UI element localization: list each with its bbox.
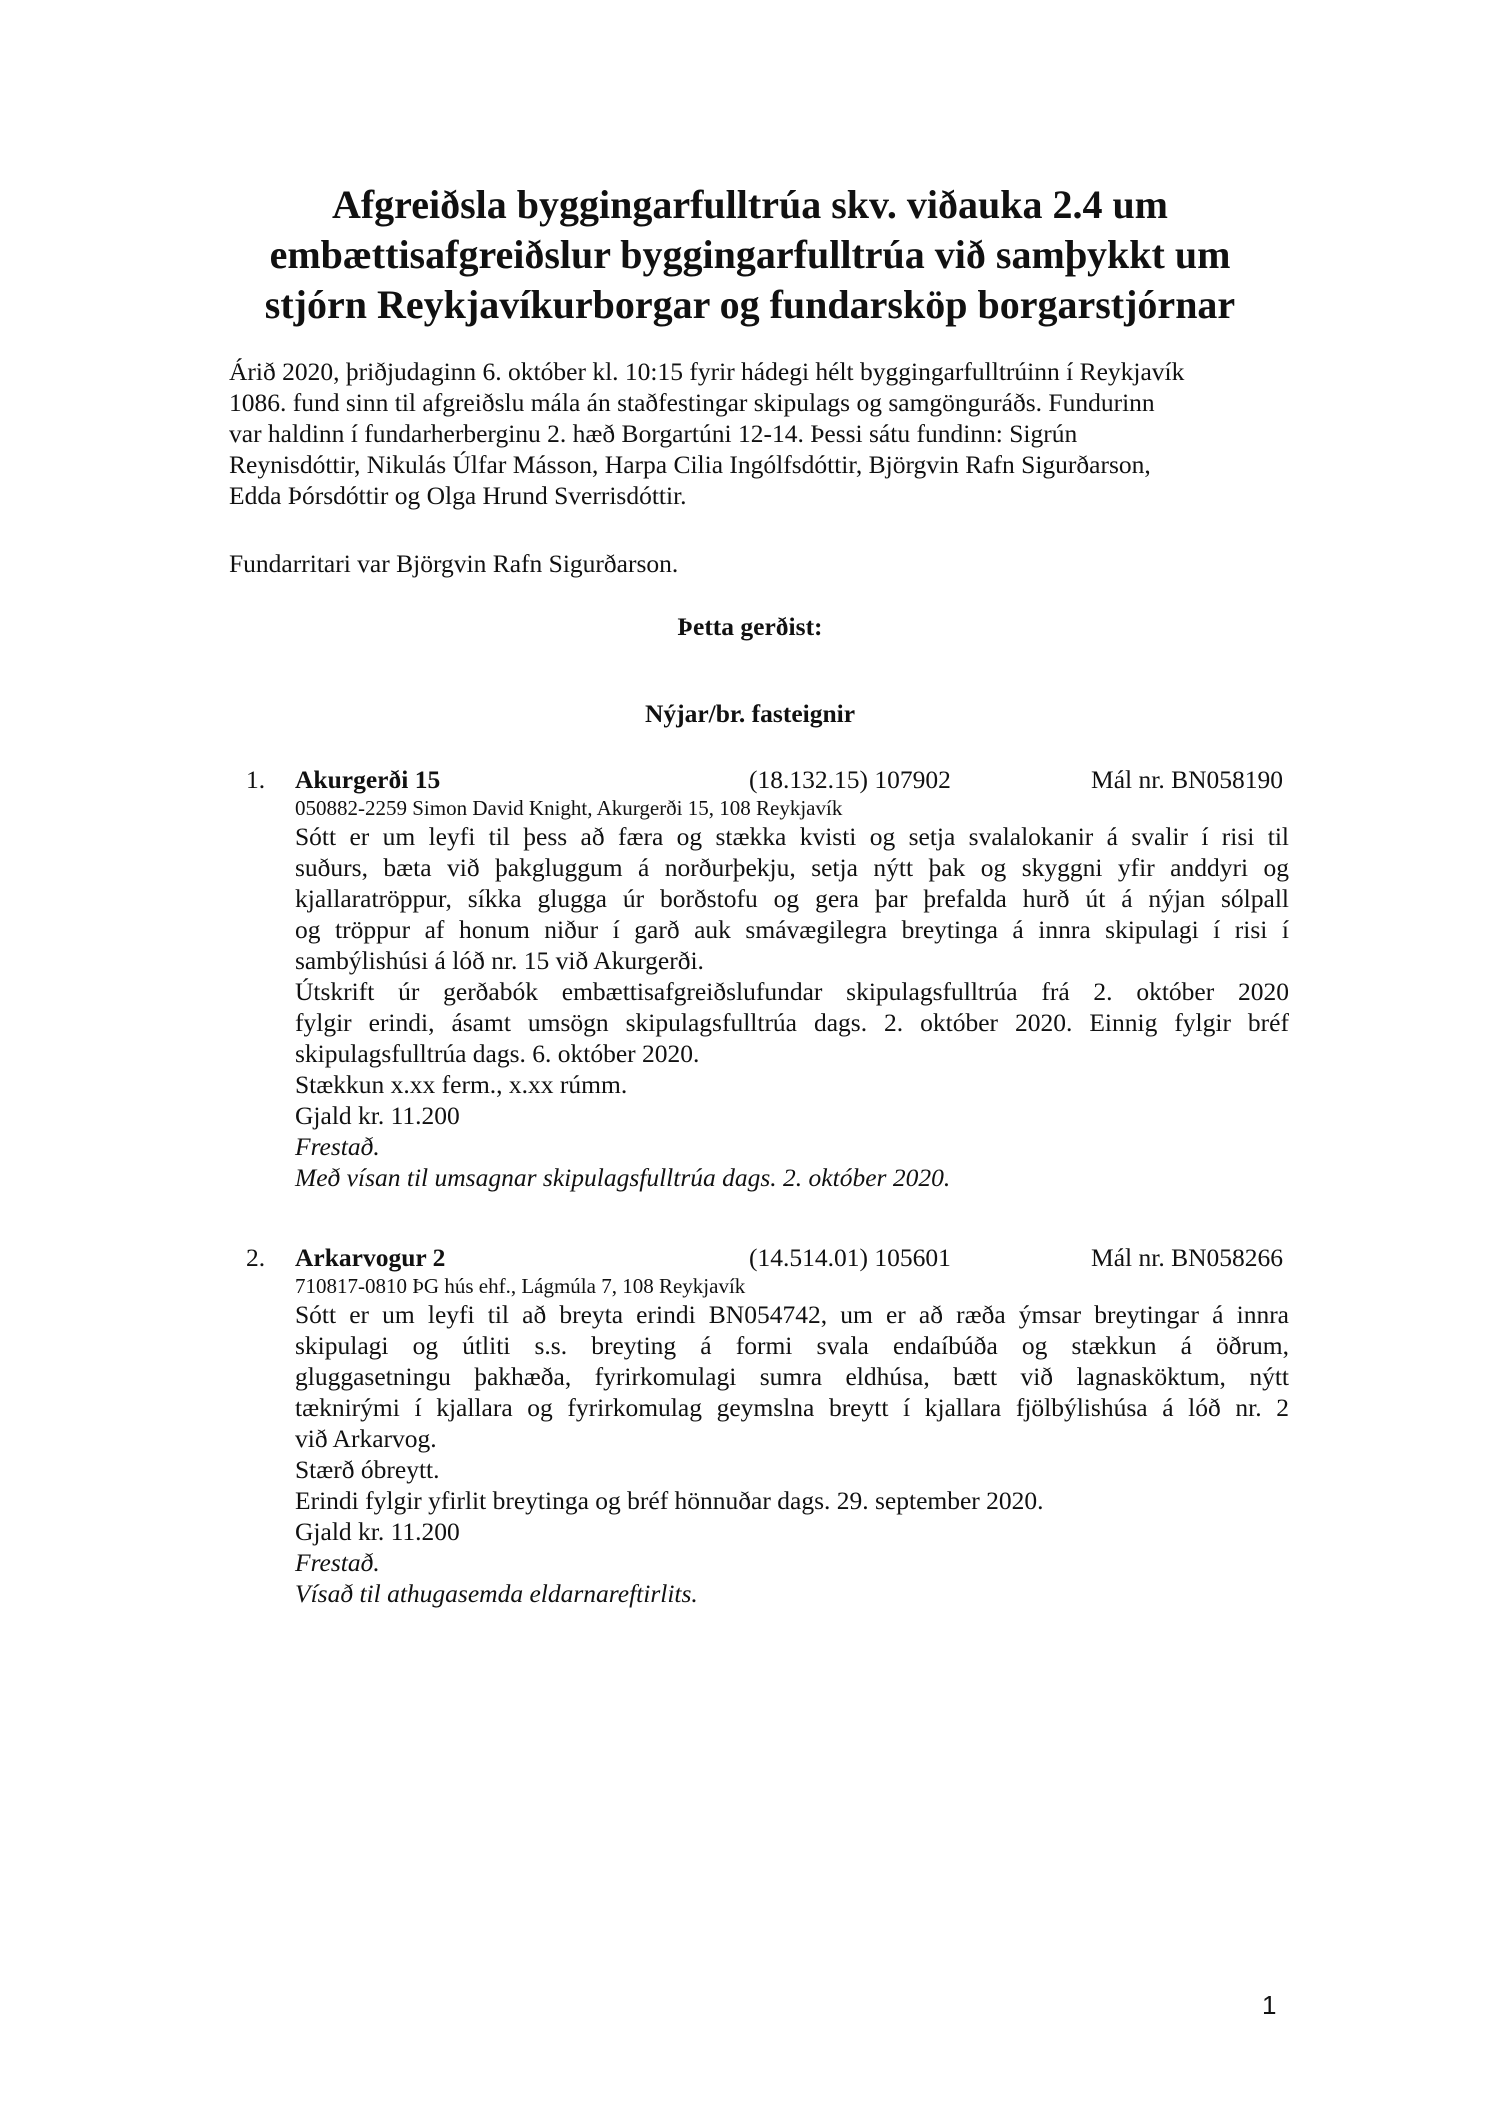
case-applicant: 710817-0810 ÞG hús ehf., Lágmúla 7, 108 Reykjavík <box>295 1274 746 1298</box>
description-line: skipulagi og útliti s.s. breyting á formi svala endaíbúða og stækkun á öðrum, <box>295 1331 1289 1360</box>
meeting-recorder: Fundarritari var Björgvin Rafn Sigurðarson. <box>229 549 679 578</box>
case-body <box>229 795 1289 1193</box>
case-fee: Gjald kr. 11.200 <box>295 1517 460 1546</box>
extract-line: fylgir erindi, ásamt umsögn skipulagsfulltrúa dags. 2. október 2020. Einnig fylgir bréf <box>295 1008 1289 1037</box>
description-line: sambýlishúsi á lóð nr. 15 við Akurgerði. <box>295 946 704 975</box>
case-property-reference: (18.132.15) 107902 <box>749 765 951 794</box>
title-line: Afgreiðsla byggingarfulltrúa skv. viðauka 2.4 um <box>331 182 1169 227</box>
description-line: við Arkarvog. <box>295 1424 437 1453</box>
case-fee: Gjald kr. 11.200 <box>295 1101 460 1130</box>
intro-line: 1086. fund sinn til afgreiðslu mála án staðfestingar skipulags og samgönguráðs. Fundurinn <box>229 388 1155 417</box>
intro-line: Reynisdóttir, Nikulás Úlfar Másson, Harpa Cilia Ingólfsdóttir, Björgvin Rafn Sigurðarson, <box>229 450 1151 479</box>
extract-line: Útskrift úr gerðabók embættisafgreiðslufundar skipulagsfulltrúa frá 2. október 2020 <box>295 977 1289 1006</box>
title-line: embættisafgreiðslur byggingarfulltrúa við samþykkt um <box>269 232 1231 277</box>
case-note: Með vísan til umsagnar skipulagsfulltrúa dags. 2. október 2020. <box>295 1163 951 1192</box>
description-line: Sótt er um leyfi til að breyta erindi BN054742, um er að ræða ýmsar breytingar á innra <box>295 1300 1289 1329</box>
intro-line: var haldinn í fundarherberginu 2. hæð Borgartúni 12-14. Þessi sátu fundinn: Sigrún <box>229 419 1078 448</box>
description-line: Sótt er um leyfi til þess að færa og stækka kvisti og setja svalalokanir á svalir í risi til <box>295 822 1289 851</box>
case-property-name: Arkarvogur 2 <box>295 1243 446 1272</box>
intro-line: Árið 2020, þriðjudaginn 6. október kl. 10:15 fyrir hádegi hélt byggingarfulltrúinn í Reykjavík <box>229 357 1185 386</box>
case-status: Frestað. <box>295 1132 380 1161</box>
case-applicant: 050882-2259 Simon David Knight, Akurgerði 15, 108 Reykjavík <box>295 796 843 820</box>
case-property-reference: (14.514.01) 105601 <box>749 1243 951 1272</box>
case-attachments: Erindi fylgir yfirlit breytinga og bréf hönnuðar dags. 29. september 2020. <box>295 1486 1044 1515</box>
title-line: stjórn Reykjavíkurborgar og fundarsköp borgarstjórnar <box>264 282 1236 327</box>
subsection-heading: Nýjar/br. fasteignir <box>644 699 856 728</box>
case-number-index: 2. <box>246 1243 266 1272</box>
page-number: 1 <box>1262 1990 1277 2020</box>
case-number: Mál nr. BN058266 <box>1091 1243 1283 1272</box>
section-heading: Þetta gerðist: <box>677 612 823 641</box>
description-line: tæknirými í kjallara og fyrirkomulag geymslna breytt í kjallara fjölbýlishúsa á lóð nr. 2 <box>295 1393 1289 1422</box>
case-note: Vísað til athugasemda eldarnareftirlits. <box>295 1579 698 1608</box>
case-number-index: 1. <box>246 765 266 794</box>
case-body <box>229 1273 1289 1609</box>
description-line: og tröppur af honum niður í garð auk smávægilegra breytinga á innra skipulagi í risi í <box>295 915 1289 944</box>
extract-line: skipulagsfulltrúa dags. 6. október 2020. <box>295 1039 700 1068</box>
description-line: gluggasetningu þakhæða, fyrirkomulagi sumra eldhúsa, bætt við lagnasköktum, nýtt <box>295 1362 1289 1391</box>
case-header <box>229 1242 1289 1273</box>
intro-line: Edda Þórsdóttir og Olga Hrund Sverrisdóttir. <box>229 481 687 510</box>
document-title <box>200 180 1300 330</box>
case-size: Stækkun x.xx ferm., x.xx rúmm. <box>295 1070 628 1099</box>
case-status: Frestað. <box>295 1548 380 1577</box>
meeting-intro <box>229 356 1289 511</box>
case-number: Mál nr. BN058190 <box>1091 765 1283 794</box>
description-line: kjallaratröppur, síkka glugga úr borðstofu og gera þar þrefalda hurð út á nýjan sólpall <box>295 884 1289 913</box>
case-header <box>229 764 1289 795</box>
case-size: Stærð óbreytt. <box>295 1455 440 1484</box>
case-item-2 <box>229 1242 1289 1609</box>
case-property-name: Akurgerði 15 <box>295 765 441 794</box>
case-item-1 <box>229 764 1289 1193</box>
description-line: suðurs, bæta við þakgluggum á norðurþekju, setja nýtt þak og skyggni yfir anddyri og <box>295 853 1289 882</box>
